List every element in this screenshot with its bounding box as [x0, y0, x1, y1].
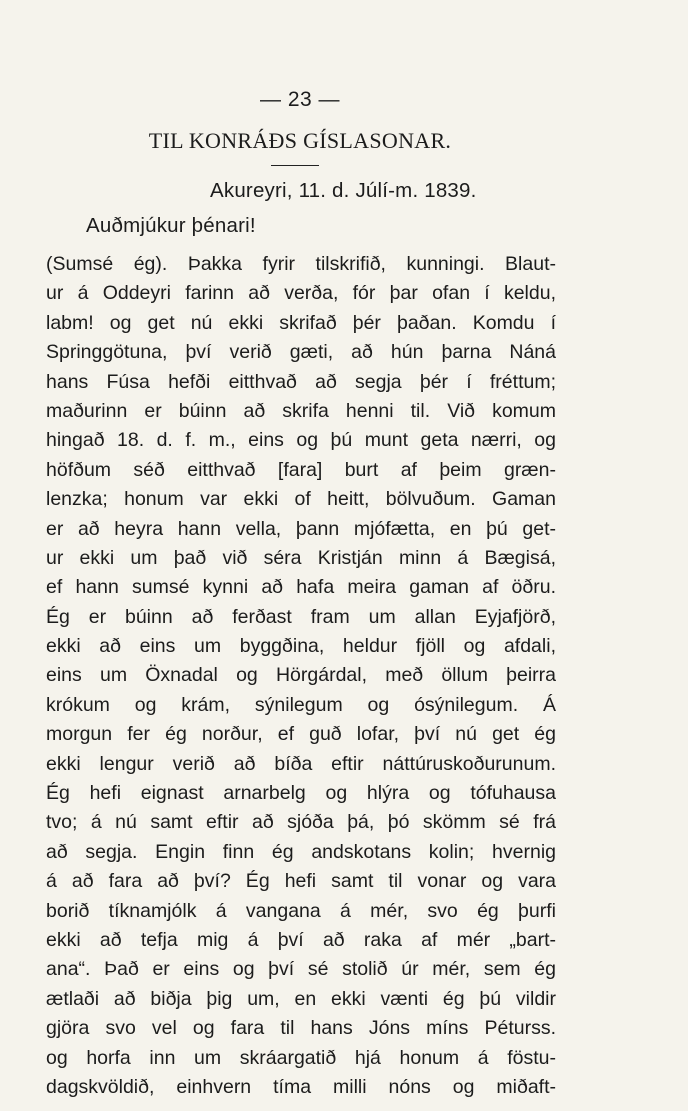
body-line: ef hann sumsé kynni að hafa meira gaman af öðru.	[46, 576, 556, 599]
body-line: ekki að tefja mig á því að raka af mér „bart-	[46, 928, 556, 951]
body-line: krókum og krám, sýnilegum og ósýnilegum. Á	[46, 693, 556, 716]
body-line: og horfa inn um skráargatið hjá honum á föstu-	[46, 1046, 556, 1069]
body-line: hingað 18. d. f. m., eins og þú munt geta nærri, og	[46, 429, 556, 452]
body-line: dagskvöldið, einhvern tíma milli nóns og miðaft-	[46, 1075, 556, 1098]
body-line: labm! og get nú ekki skrifað þér þaðan. Komdu í	[46, 311, 556, 334]
body-line: að segja. Engin finn ég andskotans kolin; hvernig	[46, 840, 556, 863]
page-number: — 23 —	[259, 88, 341, 111]
body-line: lenzka; honum var ekki of heitt, bölvuðum. Gaman	[46, 488, 556, 511]
body-line: ana“. Það er eins og því sé stolið úr mér, sem ég	[46, 958, 556, 981]
body-line: morgun fer ég norður, ef guð lofar, því nú get ég	[46, 723, 556, 746]
letter-title: TIL KONRÁÐS GÍSLASONAR.	[148, 128, 452, 153]
letter-salutation: Auðmjúkur þénari!	[86, 214, 256, 237]
body-line: höfðum séð eitthvað [fara] burt af þeim græn-	[46, 458, 556, 481]
body-line: Ég hefi eignast arnarbelg og hlýra og tófuhausa	[46, 782, 556, 805]
body-line: ekki að eins um byggðina, heldur fjöll og afdali,	[46, 635, 556, 658]
body-line: borið tíknamjólk á vangana á mér, svo ég þurfi	[46, 899, 556, 922]
body-line: ur á Oddeyri farinn að verða, fór þar ofan í keldu,	[46, 282, 556, 305]
body-line: tvo; á nú samt eftir að sjóða þá, þó skömm sé frá	[46, 811, 556, 834]
body-line: gjöra svo vel og fara til hans Jóns míns Péturss.	[46, 1017, 556, 1040]
title-divider	[271, 165, 319, 166]
body-line: ætlaði að biðja þig um, en ekki vænti ég þú vildir	[46, 987, 556, 1010]
body-line: á að fara að því? Ég hefi samt til vonar og vara	[46, 870, 556, 893]
body-line: ekki lengur verið að bíða eftir náttúruskoðurunum.	[46, 752, 556, 775]
body-line: ur ekki um það við séra Kristján minn á Bægisá,	[46, 546, 556, 569]
body-line: er að heyra hann vella, þann mjófætta, en þú get-	[46, 517, 556, 540]
body-line: hans Fúsa hefði eitthvað að segja þér í fréttum;	[46, 370, 556, 393]
body-line: Springgötuna, því verið gæti, að hún þarna Náná	[46, 341, 556, 364]
letter-body	[46, 250, 556, 1102]
body-line: eins um Öxnadal og Hörgárdal, með öllum þeirra	[46, 664, 556, 687]
body-line: (Sumsé ég). Þakka fyrir tilskrifið, kunningi. Blaut-	[46, 253, 556, 275]
body-line: maðurinn er búinn að skrifa henni til. Við komum	[46, 399, 556, 422]
body-line: Ég er búinn að ferðast fram um allan Eyjafjörð,	[46, 605, 556, 628]
letter-dateline: Akureyri, 11. d. Júlí-m. 1839.	[210, 179, 477, 202]
